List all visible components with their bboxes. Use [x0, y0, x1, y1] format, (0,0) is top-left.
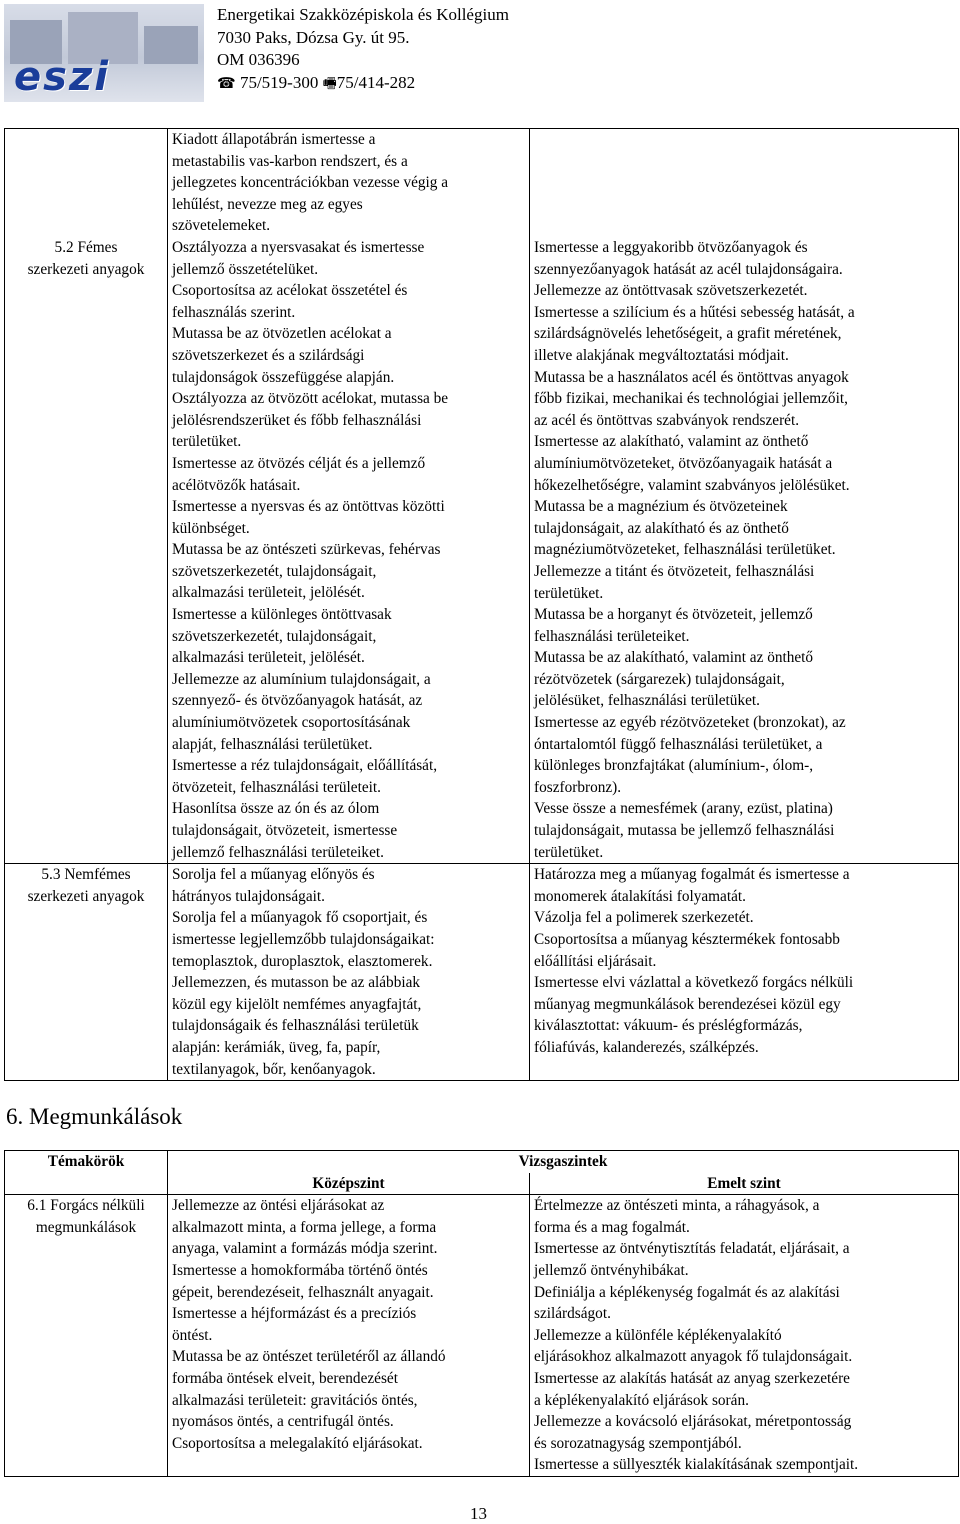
- text-line: különbséget.: [172, 519, 250, 537]
- table-row: [5, 129, 959, 864]
- text-line: Definiálja a képlékenység fogalmát és az alakítási: [534, 1283, 840, 1301]
- text-line: alkalmazási területeit, jelölését.: [172, 584, 365, 602]
- text-line: közül egy kijelölt nemfémes anyagfajtát,: [172, 995, 422, 1013]
- topic-line: megmunkálások: [35, 1218, 137, 1236]
- text-line: Ismertesse a süllyeszték kialakításának szempontjait.: [534, 1456, 859, 1474]
- text-line: szilárdságnövelés lehetőségeit, a grafit méretének,: [534, 325, 842, 343]
- text-line: területüket.: [172, 433, 242, 451]
- phone-icon: ☎: [217, 76, 236, 93]
- text-line: Ismertesse a homokformába történő öntés: [172, 1261, 428, 1279]
- mid-level-cell: [168, 1195, 530, 1477]
- text-line: Ismertesse az alakítás hatását az anyag szerkezetére: [534, 1369, 850, 1387]
- text-line: és sorozatnagyság szempontjából.: [534, 1434, 742, 1452]
- topic-line: szerkezeti anyagok: [27, 260, 145, 278]
- mid-level-cell: [168, 129, 530, 864]
- text-line: Jellemezze a kovácsoló eljárásokat, méretpontosság: [534, 1413, 852, 1431]
- om-code: OM 036396: [217, 50, 300, 70]
- text-line: Mutassa be a horganyt és ötvözeteit, jellemző: [534, 606, 813, 624]
- text-line: Jellemezze az öntési eljárásokat az: [172, 1197, 385, 1215]
- text-line: Ismertesse a nyersvas és az öntöttvas közötti: [172, 498, 445, 516]
- text-line: főbb fizikai, mechanikai és technológiai jellemzőit,: [534, 390, 848, 408]
- text-line: Ismertesse az ötvözés célját és a jellemző: [172, 454, 426, 472]
- text-line: szövetszerkezetét, tulajdonságait,: [172, 627, 377, 645]
- text-line: Jellemezze a különféle képlékenyalakító: [534, 1326, 782, 1344]
- text-line: rézötvözetek (sárgarezek) tulajdonságait,: [534, 670, 785, 688]
- topics-header: Témakörök: [5, 1151, 168, 1195]
- text-line: szilárdságot.: [534, 1305, 611, 1323]
- text-line: területüket.: [534, 584, 604, 602]
- text-line: az acél és öntöttvas szabványok rendszerét.: [534, 411, 800, 429]
- text-line: különleges bronzfajtákat (alumínium-, ólom-,: [534, 757, 814, 775]
- text-line: területüket.: [534, 843, 604, 861]
- text-line: felhasználás szerint.: [172, 303, 296, 321]
- text-line: szennyezőanyagok hatását az acél tulajdonságaira.: [534, 260, 843, 278]
- text-line: szövetszerkezetét, tulajdonságait,: [172, 562, 377, 580]
- text-line: temoplasztok, duroplasztok, elasztomerek.: [172, 952, 433, 970]
- text-line: acélötvözők hatásait.: [172, 476, 301, 494]
- text-line: tulajdonságait, az alakítható és az önthető: [534, 519, 789, 537]
- text-line: jellemző öntvényhibákat.: [534, 1261, 689, 1279]
- phone-number: 75/519-300: [239, 73, 319, 93]
- text-line: Ismertesse a leggyakoribb ötvözőanyagok és: [534, 239, 808, 256]
- text-line: jellemző összetételüket.: [172, 260, 319, 278]
- school-address: 7030 Paks, Dózsa Gy. út 95.: [217, 27, 410, 47]
- topic-cell: [5, 129, 168, 864]
- text-line: jellegzetes koncentrációkban vezesse végig a: [172, 174, 449, 192]
- text-line: előállítási eljárásait.: [534, 952, 657, 970]
- text-line: tulajdonságaik és felhasználási területük: [172, 1017, 419, 1035]
- text-line: Vázolja fel a polimerek szerkezetét.: [534, 909, 754, 927]
- text-line: eljárásokhoz alkalmazott anyagok fő tulajdonságait.: [534, 1348, 853, 1366]
- text-line: jellemző felhasználási területeiket.: [172, 843, 384, 861]
- topic-line: 5.2 Fémes: [54, 239, 118, 256]
- text-line: a képlékenyalakító eljárások során.: [534, 1391, 749, 1409]
- machining-table: [4, 1150, 959, 1477]
- table-row: [5, 1195, 959, 1477]
- text-line: Jellemezzen, és mutasson be az alábbiak: [172, 974, 421, 992]
- text-line: Csoportosítsa a műanyag késztermékek fontosabb: [534, 931, 840, 948]
- text-line: felhasználási területeiket.: [534, 627, 690, 645]
- text-line: Jellemezze a titánt és ötvözeteit, felhasználási: [534, 562, 815, 580]
- text-line: Ismertesse a különleges öntöttvasak: [172, 606, 392, 624]
- text-line: hőkezelhetőségre, valamint szabványos jelölésüket.: [534, 476, 850, 494]
- text-line: Mutassa be az ötvözetlen acélokat a: [172, 325, 392, 343]
- text-line: alapját, felhasználási területüket.: [172, 735, 373, 753]
- text-line: öntést.: [172, 1326, 213, 1344]
- school-name: Energetikai Szakközépiskola és Kollégium: [217, 5, 509, 24]
- text-line: óntartalomtól függő felhasználási területüket, a: [534, 735, 823, 753]
- text-line: Ismertesse a héjformázást és a precíziós: [172, 1305, 417, 1323]
- topic-cell: [5, 1195, 168, 1477]
- text-line: Mutassa be az öntészeti szürkevas, fehérvas: [172, 541, 441, 559]
- school-logo: [4, 4, 204, 102]
- text-line: Mutassa be a magnézium és ötvözeteinek: [534, 498, 788, 516]
- text-line: hátrányos tulajdonságait.: [172, 887, 325, 905]
- text-line: anyaga, valamint a formázás módja szerint.: [172, 1240, 438, 1258]
- high-level-cell: [530, 1195, 959, 1477]
- text-line: Csoportosítsa az acélokat összetétel és: [172, 282, 408, 300]
- topic-line: szerkezeti anyagok: [27, 887, 145, 905]
- text-line: alumíniumötvözeteket, ötvözőanyagaik hatását a: [534, 454, 833, 472]
- text-line: Sorolja fel a műanyag előnyös és: [172, 866, 375, 884]
- topic-line: 6.1 Forgács nélküli: [27, 1197, 145, 1215]
- text-line: foszforbronz).: [534, 778, 622, 796]
- text-line: Mutassa be az alakítható, valamint az önthető: [534, 649, 814, 667]
- text-line: kiválasztottat: vákuum- és préslégformázás,: [534, 1017, 803, 1035]
- exam-levels-header: Vizsgaszintek: [168, 1151, 959, 1173]
- text-line: Mutassa be az öntészet területéről az állandó: [172, 1348, 446, 1366]
- school-header: [217, 4, 509, 96]
- text-line: Ismertesse az öntvénytisztítás feladatát, eljárásait, a: [534, 1240, 850, 1258]
- topic-cell: [5, 864, 168, 1081]
- text-line: fóliafúvás, kalanderezés, szálképzés.: [534, 1038, 759, 1056]
- text-line: tulajdonságait, mutassa be jellemző felhasználási: [534, 822, 835, 840]
- text-line: Osztályozza az ötvözött acélokat, mutassa be: [172, 390, 449, 408]
- text-line: jelölésüket, felhasználási területüket.: [534, 692, 760, 710]
- text-line: Vesse össze a nemesfémek (arany, ezüst, platina): [534, 800, 833, 818]
- text-line: Hasonlítsa össze az ón és az ólom: [172, 800, 380, 818]
- high-level-cell: [530, 129, 959, 864]
- text-line: Értelmezze az öntészeti minta, a ráhagyások, a: [534, 1197, 820, 1215]
- text-line: Határozza meg a műanyag fogalmát és ismertesse a: [534, 866, 850, 884]
- text-line: Jellemezze az öntöttvasak szövetszerkezetét.: [534, 282, 808, 300]
- mid-level-cell: [168, 864, 530, 1081]
- text-line: ötvözeteit, felhasználási területeit.: [172, 778, 381, 796]
- text-line: alkalmazási területeit, jelölését.: [172, 649, 365, 667]
- text-line: Jellemezze az alumínium tulajdonságait, a: [172, 670, 431, 688]
- text-line: műanyag megmunkálások berendezései közül egy: [534, 995, 841, 1013]
- contact-line: [217, 72, 509, 96]
- text-line: textilanyagok, bőr, kenőanyagok.: [172, 1060, 376, 1078]
- text-line: szövetelemeket.: [172, 217, 271, 235]
- text-line: alkalmazási területeit: gravitációs öntés,: [172, 1391, 418, 1409]
- text-line: Ismertesse elvi vázlattal a következő forgács nélküli: [534, 974, 854, 992]
- mid-level-header: Középszint: [168, 1173, 530, 1195]
- text-line: monomerek átalakítási folyamatát.: [534, 887, 746, 905]
- text-line: nyomásos öntés, a centrifugál öntés.: [172, 1413, 394, 1431]
- text-line: formába öntések elveit, berendezését: [172, 1369, 398, 1387]
- text-line: Kiadott állapotábrán ismertesse a: [172, 131, 376, 148]
- text-line: tulajdonságok összefüggése alapján.: [172, 368, 395, 386]
- text-line: jelölésrendszerüket és főbb felhasználási: [172, 411, 422, 429]
- fax-number: 75/414-282: [336, 73, 416, 93]
- table-header-row: [5, 1151, 959, 1173]
- high-level-cell: [530, 864, 959, 1081]
- text-line: Mutassa be a használatos acél és öntöttvas anyagok: [534, 368, 849, 386]
- high-level-header: Emelt szint: [530, 1173, 959, 1195]
- text-line: Ismertesse a réz tulajdonságait, előállítását,: [172, 757, 438, 775]
- topic-line: 5.3 Nemfémes: [41, 866, 131, 884]
- fax-icon: 🖷: [322, 76, 337, 93]
- text-line: gépeit, berendezéseit, felhasznált anyagait.: [172, 1283, 434, 1301]
- text-line: Osztályozza a nyersvasakat és ismertesse: [172, 238, 425, 256]
- page-number: 13: [470, 1504, 487, 1523]
- text-line: Csoportosítsa a melegalakító eljárásokat.: [172, 1434, 423, 1452]
- text-line: metastabilis vas-karbon rendszert, és a: [172, 152, 408, 170]
- table-row: [5, 864, 959, 1081]
- text-line: Ismertesse az alakítható, valamint az önthető: [534, 433, 809, 451]
- materials-table: [4, 128, 959, 1081]
- text-line: Ismertesse a szilícium és a hűtési sebesség hatását, a: [534, 303, 855, 321]
- text-line: Sorolja fel a műanyagok fő csoportjait, és: [172, 909, 428, 927]
- text-line: alkalmazott minta, a forma jellege, a forma: [172, 1218, 437, 1236]
- text-line: magnéziumötvözeteket, felhasználási területüket.: [534, 541, 836, 559]
- text-line: lehűlést, nevezze meg az egyes: [172, 195, 363, 213]
- text-line: Ismertesse az egyéb rézötvözeteket (bronzokat), az: [534, 714, 846, 732]
- logo-building-right: [144, 26, 198, 64]
- logo-text: eszi: [14, 54, 110, 100]
- text-line: szövetszerkezet és a szilárdsági: [172, 346, 365, 364]
- text-line: illetve alakjának megváltoztatási módjait.: [534, 346, 789, 364]
- text-line: ismertesse legjellemzőbb tulajdonságaikat:: [172, 931, 435, 948]
- text-line: alapján: kerámiák, üveg, fa, papír,: [172, 1038, 381, 1056]
- text-line: szennyező- és ötvözőanyagok hatását, az: [172, 692, 423, 710]
- text-line: tulajdonságait, ötvözeteit, ismertesse: [172, 822, 398, 839]
- text-line: alumíniumötvözetek csoportosításának: [172, 714, 411, 732]
- text-line: forma és a mag fogalmát.: [534, 1218, 690, 1236]
- section-title: 6. Megmunkálások: [6, 1104, 183, 1129]
